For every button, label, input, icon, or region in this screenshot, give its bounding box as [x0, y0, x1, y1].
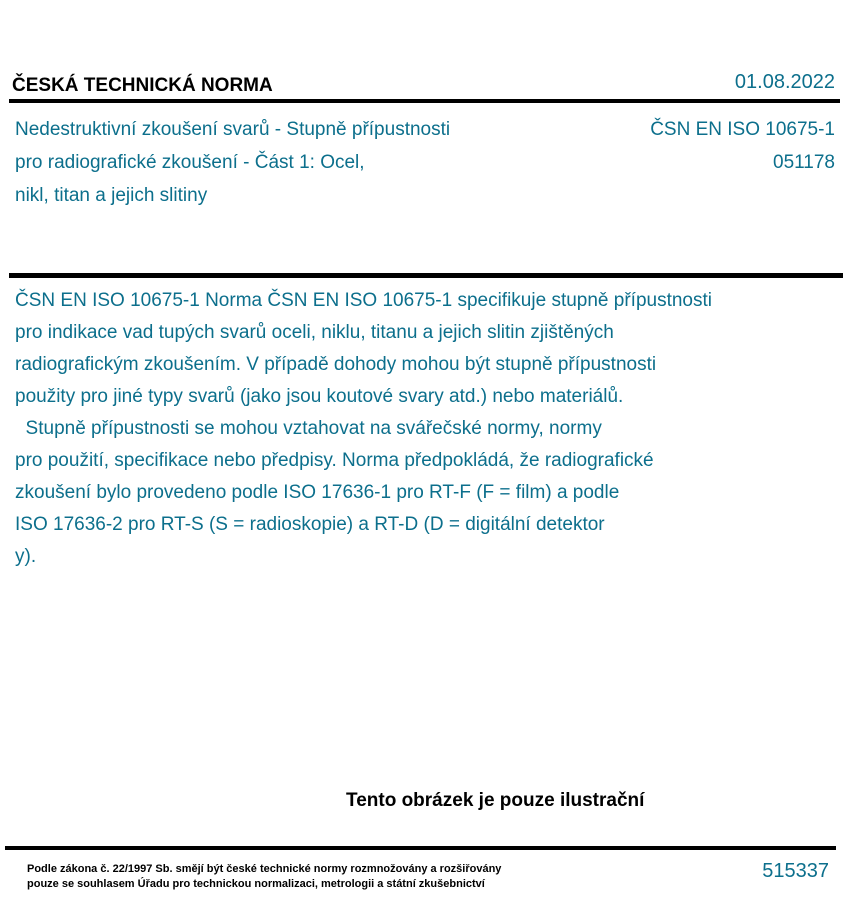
- standard-title: [15, 113, 575, 212]
- abstract-line: Stupně přípustnosti se mohou vztahovat na svářečské normy, normy: [15, 418, 602, 439]
- abstract-line: ČSN EN ISO 10675-1 Norma ČSN EN ISO 10675-1 specifikuje stupně přípustnosti: [15, 290, 712, 311]
- illustrative-notice: Tento obrázek je pouze ilustrační: [346, 790, 645, 811]
- standard-codes: [650, 113, 835, 179]
- standard-designation: ČSN EN ISO 10675-1: [650, 119, 835, 140]
- document-number: 515337: [762, 860, 829, 882]
- brand-title: ČESKÁ TECHNICKÁ NORMA: [12, 75, 273, 96]
- title-line: Nedestruktivní zkoušení svarů - Stupně přípustnosti: [15, 119, 451, 140]
- publication-date: 01.08.2022: [734, 71, 835, 93]
- legal-line: Podle zákona č. 22/1997 Sb. smějí být české technické normy rozmnožovány a rozšiřovány: [27, 863, 502, 875]
- abstract-line: radiografickým zkoušením. V případě dohody mohou být stupně přípustnosti: [15, 354, 657, 375]
- abstract-line: použity pro jiné typy svarů (jako jsou koutové svary atd.) nebo materiálů.: [15, 386, 624, 407]
- title-line: pro radiografické zkoušení - Část 1: Ocel,: [15, 152, 365, 173]
- middle-divider: [9, 273, 843, 278]
- title-line: nikl, titan a jejich slitiny: [15, 185, 208, 206]
- legal-notice: [27, 862, 501, 892]
- bottom-divider: [5, 846, 836, 850]
- class-number: 051178: [773, 152, 835, 173]
- abstract-line: pro indikace vad tupých svarů oceli, niklu, titanu a jejich slitin zjištěných: [15, 322, 614, 343]
- abstract-line: pro použití, specifikace nebo předpisy. Norma předpokládá, že radiografické: [15, 450, 654, 471]
- abstract-text: [15, 285, 830, 573]
- abstract-line: ISO 17636-2 pro RT-S (S = radioskopie) a RT-D (D = digitální detektor: [15, 514, 605, 535]
- abstract-line: zkoušení bylo provedeno podle ISO 17636-1 pro RT-F (F = film) a podle: [15, 482, 620, 503]
- abstract-line: y).: [15, 546, 37, 567]
- top-divider: [9, 99, 840, 103]
- legal-line: pouze se souhlasem Úřadu pro technickou normalizaci, metrologii a státní zkušebnictví: [27, 878, 485, 890]
